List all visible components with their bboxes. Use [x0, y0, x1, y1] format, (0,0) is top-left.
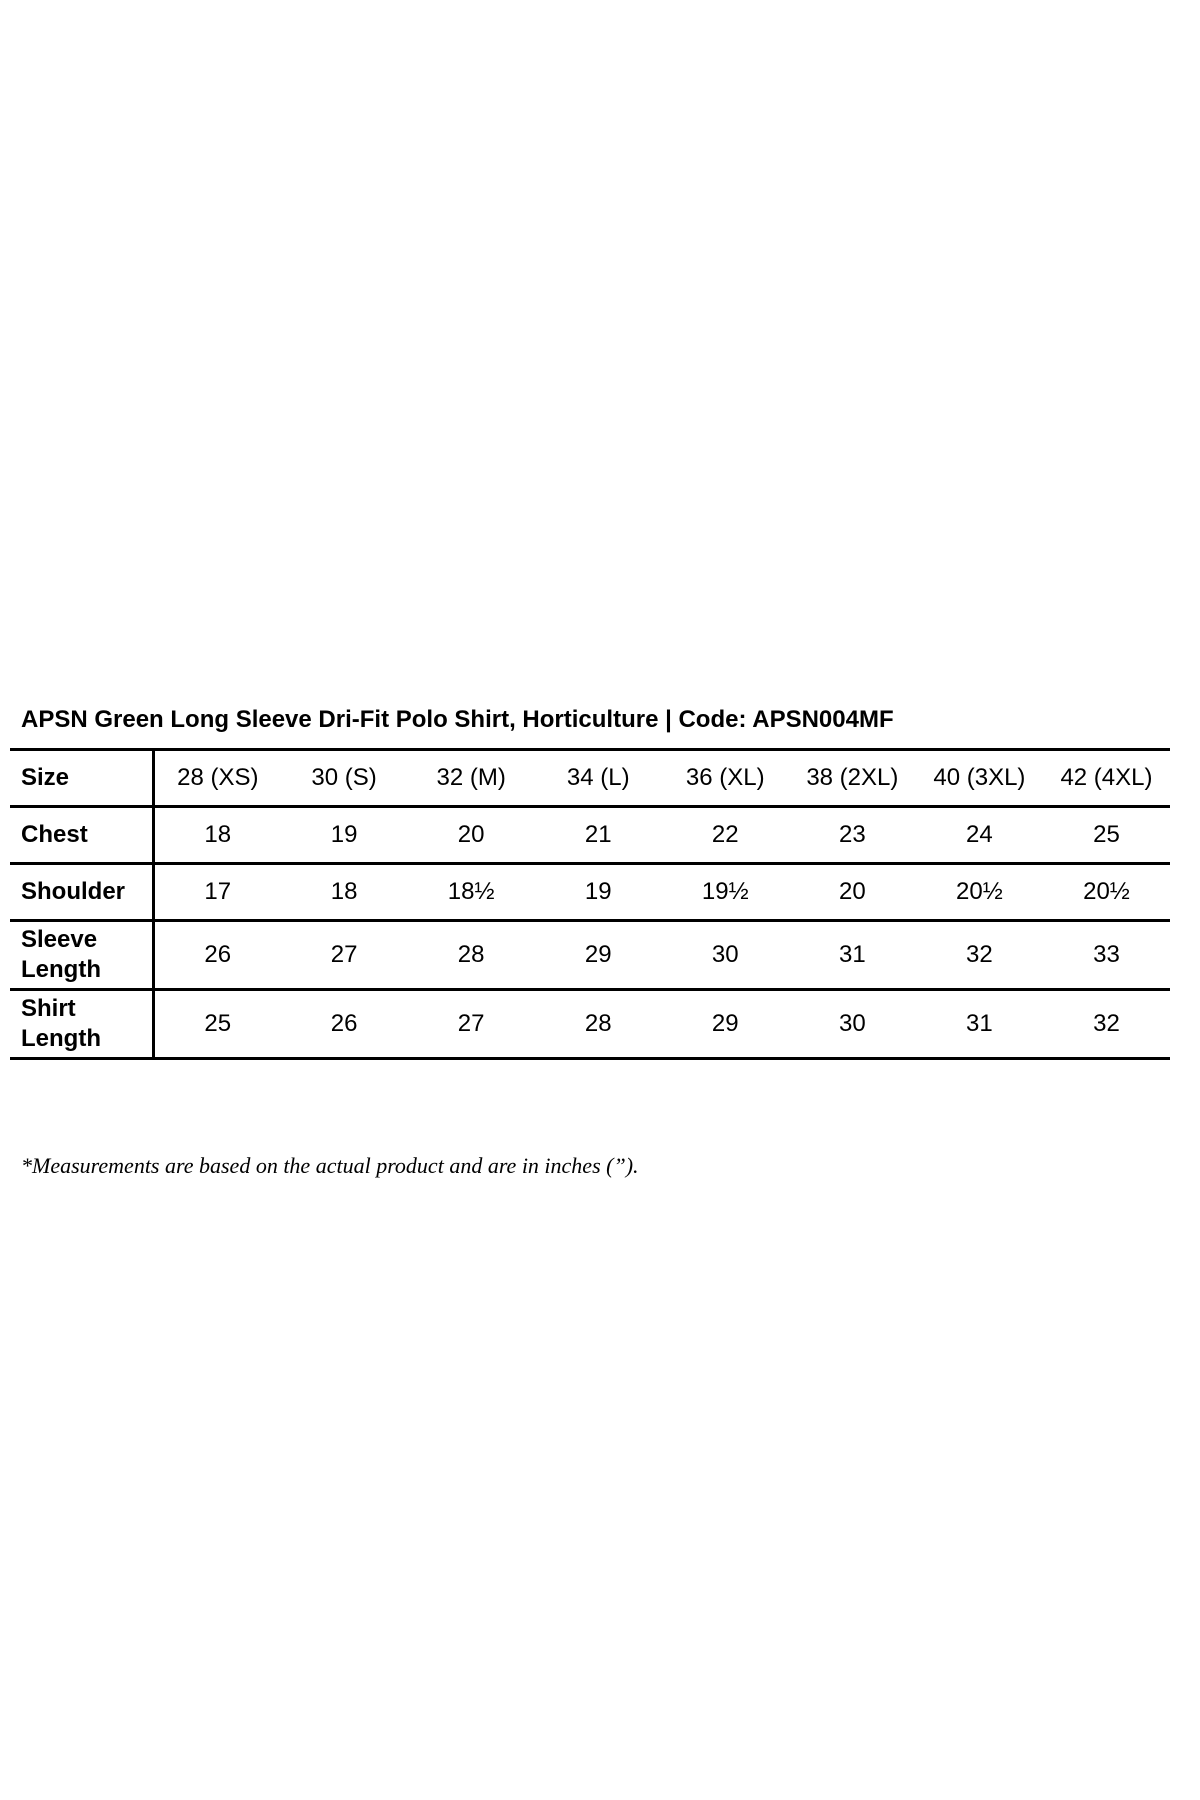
- table-cell: 25: [154, 990, 281, 1059]
- table-cell: 19: [535, 864, 662, 921]
- chart-title: APSN Green Long Sleeve Dri-Fit Polo Shirt, Horticulture | Code: APSN004MF: [21, 706, 894, 733]
- table-cell: 36 (XL): [662, 750, 789, 807]
- table-cell: 20½: [916, 864, 1043, 921]
- table-cell: 33: [1043, 921, 1170, 990]
- table-cell: 24: [916, 807, 1043, 864]
- table-cell: 31: [789, 921, 916, 990]
- table-cell: 21: [535, 807, 662, 864]
- table-row-chest: [10, 807, 1170, 864]
- row-header: Size: [10, 750, 154, 807]
- table-cell: 27: [281, 921, 408, 990]
- size-chart: [10, 700, 1170, 1060]
- row-header: Shoulder: [10, 864, 154, 921]
- table-cell: 29: [662, 990, 789, 1059]
- table-cell: 26: [281, 990, 408, 1059]
- table-cell: 28: [408, 921, 535, 990]
- row-header: Sleeve Length: [10, 921, 154, 990]
- table-cell: 34 (L): [535, 750, 662, 807]
- table-cell: 25: [1043, 807, 1170, 864]
- table-cell: 20½: [1043, 864, 1170, 921]
- row-header: Shirt Length: [10, 990, 154, 1059]
- table-cell: 32: [916, 921, 1043, 990]
- table-cell: 32: [1043, 990, 1170, 1059]
- row-header: Chest: [10, 807, 154, 864]
- table-cell: 32 (M): [408, 750, 535, 807]
- table-cell: 30 (S): [281, 750, 408, 807]
- table-cell: 17: [154, 864, 281, 921]
- table-cell: 38 (2XL): [789, 750, 916, 807]
- table-cell: 27: [408, 990, 535, 1059]
- table-cell: 30: [789, 990, 916, 1059]
- size-table: [10, 748, 1170, 1060]
- table-cell: 26: [154, 921, 281, 990]
- table-cell: 20: [789, 864, 916, 921]
- table-cell: 40 (3XL): [916, 750, 1043, 807]
- table-row-shoulder: [10, 864, 1170, 921]
- table-cell: 30: [662, 921, 789, 990]
- table-cell: 29: [535, 921, 662, 990]
- table-cell: 31: [916, 990, 1043, 1059]
- table-cell: 28: [535, 990, 662, 1059]
- table-cell: 18: [281, 864, 408, 921]
- table-cell: 42 (4XL): [1043, 750, 1170, 807]
- table-row-size: [10, 750, 1170, 807]
- table-cell: 18½: [408, 864, 535, 921]
- table-cell: 18: [154, 807, 281, 864]
- table-cell: 23: [789, 807, 916, 864]
- table-cell: 22: [662, 807, 789, 864]
- measurement-footnote: *Measurements are based on the actual product and are in inches (”).: [21, 1153, 639, 1178]
- table-cell: 20: [408, 807, 535, 864]
- table-cell: 28 (XS): [154, 750, 281, 807]
- table-cell: 19½: [662, 864, 789, 921]
- table-cell: 19: [281, 807, 408, 864]
- table-row-sleeve-length: [10, 921, 1170, 990]
- table-row-shirt-length: [10, 990, 1170, 1059]
